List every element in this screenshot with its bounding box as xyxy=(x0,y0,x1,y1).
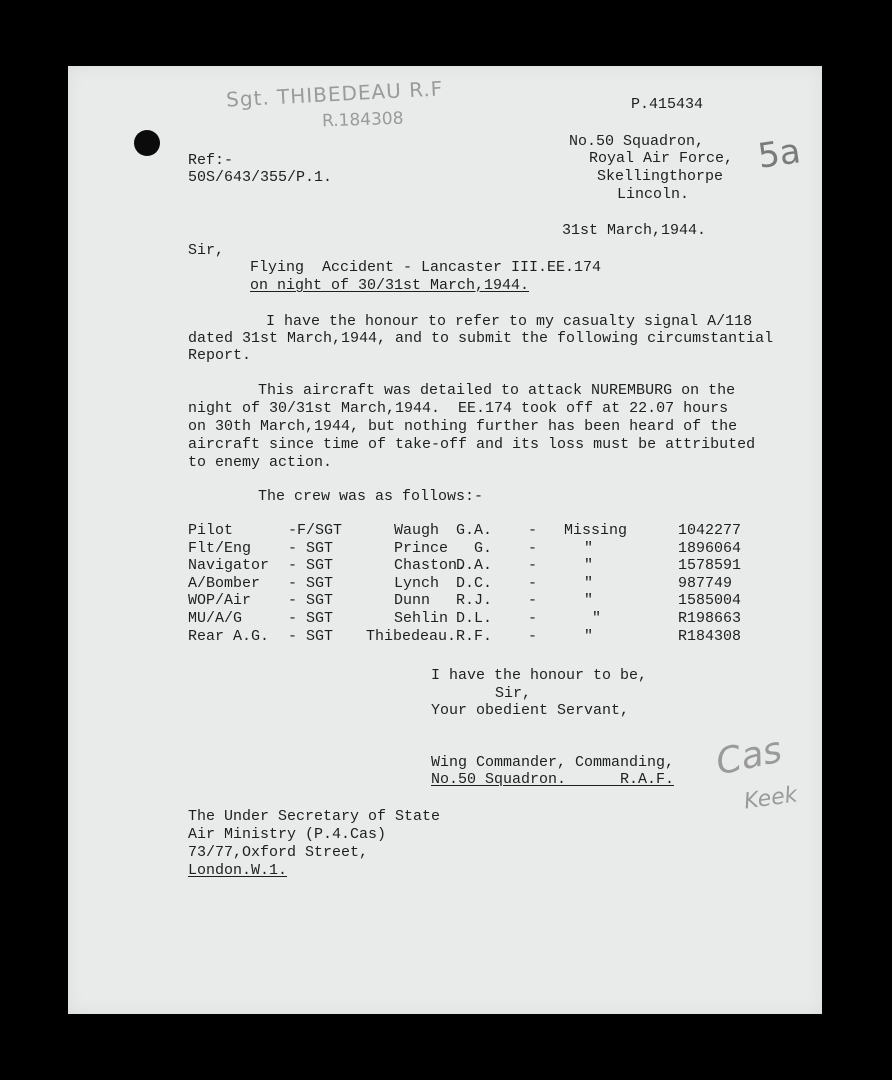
letter-date: 31st March,1944. xyxy=(562,222,707,239)
recipient-line: 73/77,Oxford Street, xyxy=(188,844,369,861)
recipient-line: The Under Secretary of State xyxy=(188,808,441,825)
crew-service-number: 1896064 xyxy=(678,539,742,557)
crew-service-number: 1042277 xyxy=(678,522,742,539)
crew-service-number: 987749 xyxy=(678,574,733,592)
crew-role: MU/A/G xyxy=(188,609,243,627)
signature-unit: No.50 Squadron. R.A.F. xyxy=(431,771,675,788)
ref-value: 50S/643/355/P.1. xyxy=(188,169,333,186)
crew-dash: - xyxy=(528,539,538,557)
crew-rank: - SGT xyxy=(288,609,334,627)
paragraph-1-line: Report. xyxy=(188,347,252,364)
crew-dash: - xyxy=(528,574,538,592)
pencil-name-note: Sgt. THIBEDEAU R.F xyxy=(225,76,444,112)
crew-dash: - xyxy=(528,627,538,645)
address-line: Royal Air Force, xyxy=(589,150,734,167)
signature-title: Wing Commander, Commanding, xyxy=(431,754,675,771)
paragraph-2-line: aircraft since time of take-off and its loss must be attributed xyxy=(188,436,756,453)
crew-surname: Prince xyxy=(394,539,449,557)
crew-role: Navigator xyxy=(188,557,270,575)
crew-initials: R.J. xyxy=(456,592,493,610)
crew-surname: Sehlin xyxy=(394,609,449,627)
crew-dash: - xyxy=(528,609,538,627)
closing-line-1: I have the honour to be, xyxy=(431,667,648,684)
crew-rank: - SGT xyxy=(288,557,334,575)
crew-initials: D.C. xyxy=(456,574,493,592)
paragraph-2-line: This aircraft was detailed to attack NUREMBURG on the xyxy=(258,382,736,399)
crew-service-number: 1578591 xyxy=(678,557,742,575)
crew-role: Rear A.G. xyxy=(188,627,270,645)
crew-service-number: R198663 xyxy=(678,609,742,627)
crew-initials: G.A. xyxy=(456,522,493,539)
recipient-line: Air Ministry (P.4.Cas) xyxy=(188,826,387,843)
crew-role: A/Bomber xyxy=(188,574,261,592)
crew-status: " xyxy=(584,557,594,575)
crew-initials: R.F. xyxy=(456,627,493,645)
crew-surname: Waugh xyxy=(394,522,440,539)
crew-surname: Lynch xyxy=(394,574,440,592)
crew-rank: - SGT xyxy=(288,627,334,645)
paragraph-2-line: night of 30/31st March,1944. EE.174 took off at 22.07 hours xyxy=(188,400,729,417)
address-line: Skellingthorpe xyxy=(597,168,724,185)
pencil-margin-note-1: Cas xyxy=(712,729,786,784)
crew-service-number: R184308 xyxy=(678,627,742,645)
ref-label: Ref:- xyxy=(188,152,234,169)
crew-status: " xyxy=(592,609,602,627)
crew-surname: Thibedeau. xyxy=(366,627,457,645)
address-line: No.50 Squadron, xyxy=(569,133,705,150)
crew-initials: D.L. xyxy=(456,609,493,627)
crew-service-number: 1585004 xyxy=(678,592,742,610)
pencil-folio: 5a xyxy=(755,131,804,177)
paragraph-2-line: to enemy action. xyxy=(188,454,333,471)
closing-line-2: Sir, xyxy=(495,685,532,702)
crew-initials: G. xyxy=(474,539,493,557)
crew-rank: - SGT xyxy=(288,539,334,557)
paragraph-2-line: on 30th March,1944, but nothing further has been heard of the xyxy=(188,418,738,435)
paragraph-1-line: I have the honour to refer to my casualty signal A/118 xyxy=(266,313,753,330)
paragraph-1-line: dated 31st March,1944, and to submit the following circumstantial xyxy=(188,330,774,347)
crew-rank: - SGT xyxy=(288,574,334,592)
subject-line-1: Flying Accident - Lancaster III.EE.174 xyxy=(250,259,602,276)
file-reference: P.415434 xyxy=(631,96,704,113)
crew-dash: - xyxy=(528,557,538,575)
crew-status: Missing xyxy=(564,522,628,539)
pencil-service-note: R.184308 xyxy=(321,108,404,132)
crew-status: " xyxy=(584,592,594,610)
crew-role: Pilot xyxy=(188,522,234,539)
crew-surname: Chaston. xyxy=(394,557,467,575)
closing-line-3: Your obedient Servant, xyxy=(431,702,630,719)
crew-rank: -F/SGT xyxy=(288,522,343,539)
recipient-line: London.W.1. xyxy=(188,862,288,879)
crew-intro: The crew was as follows:- xyxy=(258,488,484,505)
crew-role: WOP/Air xyxy=(188,592,252,610)
punch-hole xyxy=(134,130,160,156)
crew-status: " xyxy=(584,627,594,645)
address-line: Lincoln. xyxy=(617,186,690,203)
pencil-margin-note-2: Keek xyxy=(742,782,799,815)
crew-dash: - xyxy=(528,522,538,539)
crew-rank: - SGT xyxy=(288,592,334,610)
crew-status: " xyxy=(584,539,594,557)
crew-surname: Dunn xyxy=(394,592,431,610)
subject-line-2: on night of 30/31st March,1944. xyxy=(250,277,530,294)
crew-dash: - xyxy=(528,592,538,610)
salutation: Sir, xyxy=(188,242,225,259)
crew-status: " xyxy=(584,574,594,592)
crew-initials: D.A. xyxy=(456,557,493,575)
crew-role: Flt/Eng xyxy=(188,539,252,557)
